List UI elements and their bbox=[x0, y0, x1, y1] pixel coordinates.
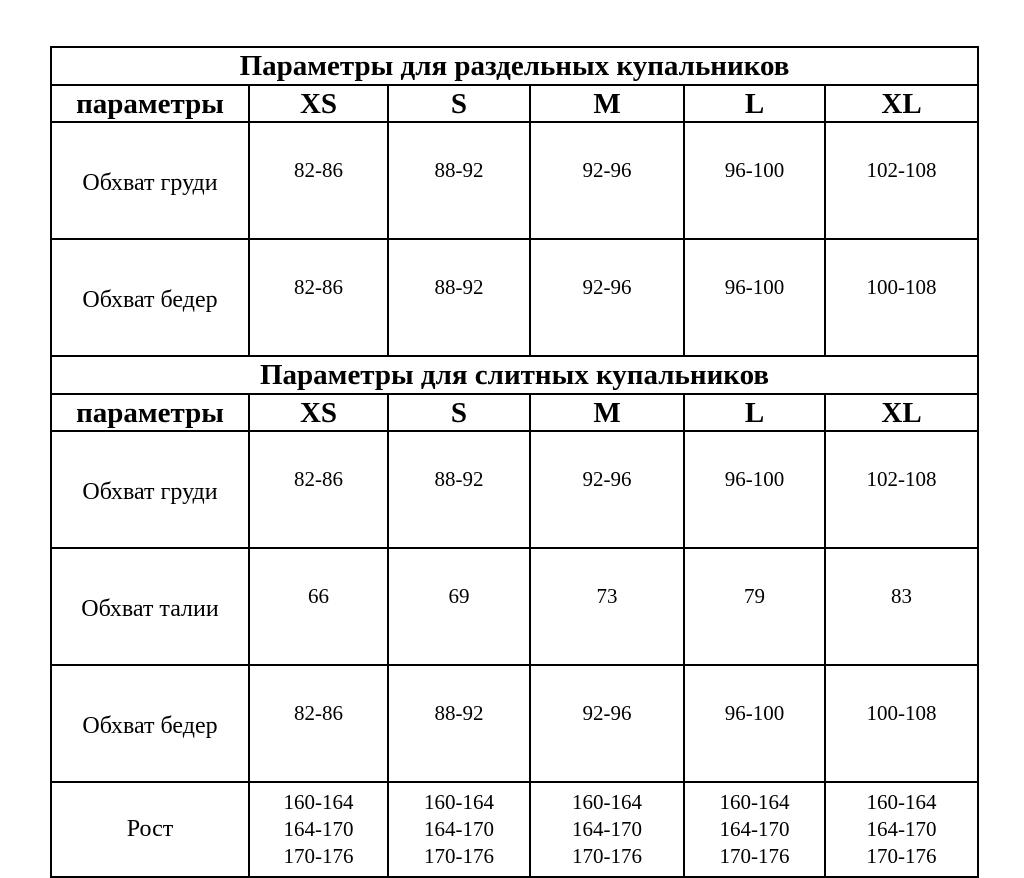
section-title-separate: Параметры для раздельных купальников bbox=[51, 47, 978, 85]
size-header-s: S bbox=[388, 85, 530, 122]
size-header-m: M bbox=[530, 85, 684, 122]
cell-value: 88-92 bbox=[388, 431, 530, 548]
cell-value: 96-100 bbox=[684, 665, 825, 782]
height-range: 160-164 bbox=[866, 790, 937, 814]
height-range: 170-176 bbox=[866, 844, 937, 868]
section-title-row bbox=[51, 47, 978, 85]
row-label-bust: Обхват груди bbox=[51, 122, 249, 239]
size-chart-table bbox=[50, 46, 979, 878]
table-row bbox=[51, 665, 978, 782]
cell-value: 100-108 bbox=[825, 665, 978, 782]
table-row-height bbox=[51, 782, 978, 877]
height-range: 160-164 bbox=[572, 790, 642, 814]
height-range: 164-170 bbox=[572, 817, 642, 841]
height-range: 164-170 bbox=[866, 817, 937, 841]
table-row bbox=[51, 431, 978, 548]
cell-value bbox=[684, 782, 825, 877]
size-header-xs: XS bbox=[249, 85, 388, 122]
cell-value: 88-92 bbox=[388, 665, 530, 782]
height-range: 170-176 bbox=[283, 844, 354, 868]
height-range: 170-176 bbox=[719, 844, 790, 868]
row-label-hips: Обхват бедер bbox=[51, 239, 249, 356]
cell-value bbox=[530, 782, 684, 877]
cell-value: 88-92 bbox=[388, 122, 530, 239]
height-range: 164-170 bbox=[719, 817, 790, 841]
cell-value: 69 bbox=[388, 548, 530, 665]
size-header-m: M bbox=[530, 394, 684, 431]
table-row bbox=[51, 122, 978, 239]
row-label-height: Рост bbox=[51, 782, 249, 877]
cell-value: 82-86 bbox=[249, 239, 388, 356]
header-row bbox=[51, 394, 978, 431]
height-range: 164-170 bbox=[424, 817, 494, 841]
cell-value: 79 bbox=[684, 548, 825, 665]
header-label: параметры bbox=[51, 394, 249, 431]
header-label: параметры bbox=[51, 85, 249, 122]
header-row bbox=[51, 85, 978, 122]
cell-value: 102-108 bbox=[825, 122, 978, 239]
height-range: 160-164 bbox=[283, 790, 354, 814]
cell-value: 100-108 bbox=[825, 239, 978, 356]
row-label-bust: Обхват груди bbox=[51, 431, 249, 548]
cell-value: 83 bbox=[825, 548, 978, 665]
size-header-l: L bbox=[684, 394, 825, 431]
row-label-waist: Обхват талии bbox=[51, 548, 249, 665]
size-header-xl: XL bbox=[825, 394, 978, 431]
cell-value: 82-86 bbox=[249, 431, 388, 548]
cell-value: 73 bbox=[530, 548, 684, 665]
cell-value bbox=[388, 782, 530, 877]
cell-value bbox=[249, 782, 388, 877]
height-range: 170-176 bbox=[424, 844, 494, 868]
height-range: 164-170 bbox=[283, 817, 354, 841]
table-row bbox=[51, 239, 978, 356]
cell-value: 92-96 bbox=[530, 665, 684, 782]
cell-value: 96-100 bbox=[684, 431, 825, 548]
cell-value: 102-108 bbox=[825, 431, 978, 548]
table-row bbox=[51, 548, 978, 665]
cell-value: 96-100 bbox=[684, 239, 825, 356]
size-header-l: L bbox=[684, 85, 825, 122]
height-range: 170-176 bbox=[572, 844, 642, 868]
row-label-hips: Обхват бедер bbox=[51, 665, 249, 782]
cell-value: 66 bbox=[249, 548, 388, 665]
section-title-one-piece: Параметры для слитных купальников bbox=[51, 356, 978, 394]
size-header-xl: XL bbox=[825, 85, 978, 122]
cell-value: 92-96 bbox=[530, 122, 684, 239]
cell-value bbox=[825, 782, 978, 877]
cell-value: 82-86 bbox=[249, 665, 388, 782]
section-title-row bbox=[51, 356, 978, 394]
size-header-s: S bbox=[388, 394, 530, 431]
cell-value: 82-86 bbox=[249, 122, 388, 239]
cell-value: 92-96 bbox=[530, 239, 684, 356]
height-range: 160-164 bbox=[719, 790, 790, 814]
height-range: 160-164 bbox=[424, 790, 494, 814]
cell-value: 96-100 bbox=[684, 122, 825, 239]
cell-value: 92-96 bbox=[530, 431, 684, 548]
size-header-xs: XS bbox=[249, 394, 388, 431]
cell-value: 88-92 bbox=[388, 239, 530, 356]
